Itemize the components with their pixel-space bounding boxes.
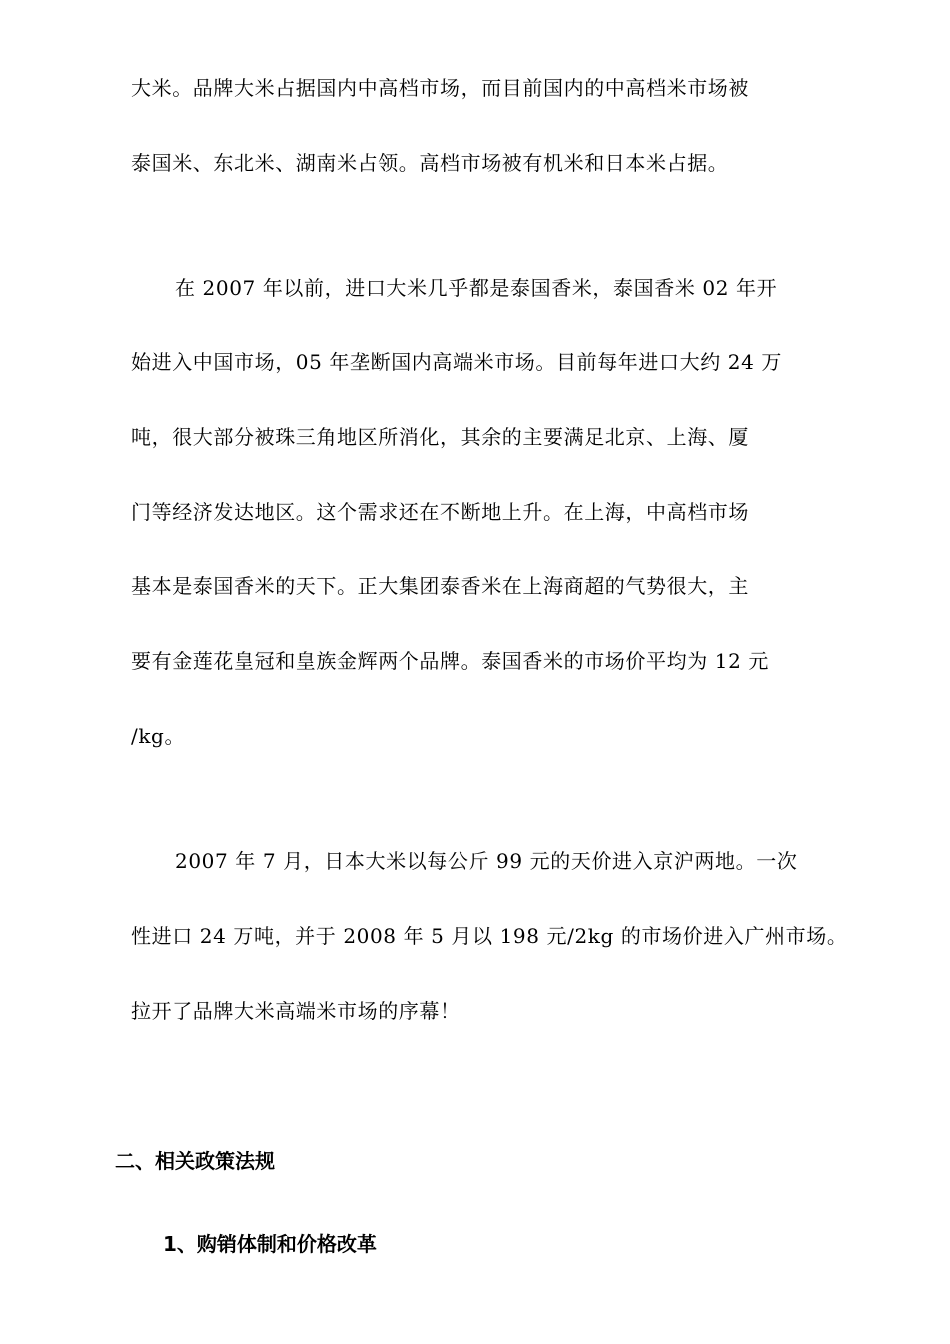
paragraph-2-line-4: 门等经济发达地区。这个需求还在不断地上升。在上海，中高档市场 — [131, 500, 749, 524]
paragraph-1-line-2: 泰国米、东北米、湖南米占领。高档市场被有机米和日本米占据。 — [131, 151, 729, 175]
paragraph-2-line-7: /kg。 — [131, 724, 186, 748]
paragraph-2-line-2: 始进入中国市场，05 年垄断国内高端米市场。目前每年进口大约 24 万 — [131, 350, 782, 374]
paragraph-1-line-1: 大米。品牌大米占据国内中高档市场，而目前国内的中高档米市场被 — [131, 76, 749, 100]
paragraph-3-line-3: 拉开了品牌大米高端米市场的序幕！ — [131, 999, 461, 1023]
paragraph-2-line-6: 要有金莲花皇冠和皇族金辉两个品牌。泰国香米的市场价平均为 12 元 — [131, 649, 769, 673]
paragraph-3-line-2: 性进口 24 万吨，并于 2008 年 5 月以 198 元/2kg 的市场价进入广州市场。 — [131, 924, 848, 948]
paragraph-2-line-1: 在 2007 年以前，进口大米几乎都是泰国香米，泰国香米 02 年开 — [175, 276, 778, 300]
subsection-heading: 1、购销体制和价格改革 — [163, 1232, 377, 1256]
paragraph-2-line-3: 吨，很大部分被珠三角地区所消化，其余的主要满足北京、上海、厦 — [131, 425, 749, 449]
paragraph-2-line-5: 基本是泰国香米的天下。正大集团泰香米在上海商超的气势很大，主 — [131, 574, 749, 598]
section-heading: 二、相关政策法规 — [115, 1149, 275, 1173]
paragraph-3-line-1: 2007 年 7 月，日本大米以每公斤 99 元的天价进入京沪两地。一次 — [175, 849, 798, 873]
